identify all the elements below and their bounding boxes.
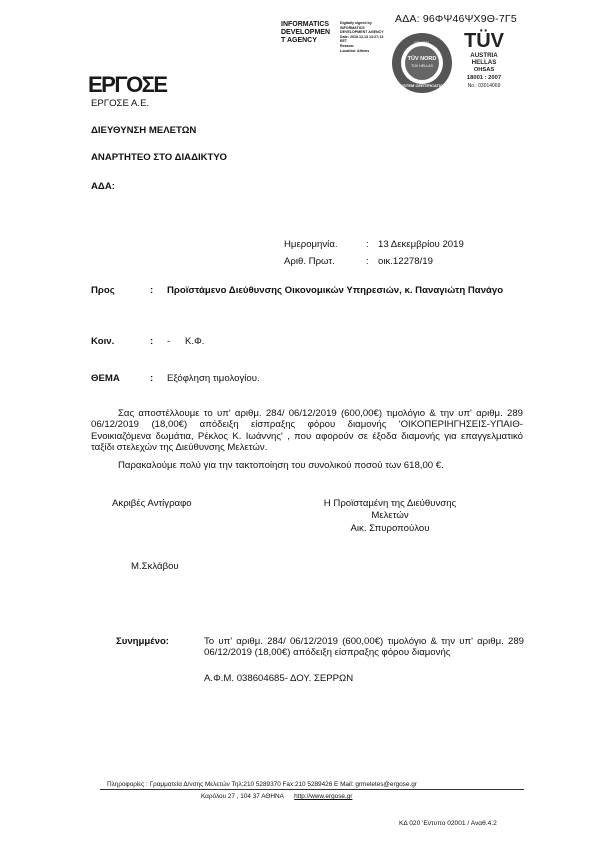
- svg-text:ΕΡΓΟΣΕ: ΕΡΓΟΣΕ: [88, 72, 167, 96]
- date-value: 13 Δεκεμβρίου 2019: [378, 239, 464, 250]
- company-name: ΕΡΓΟΣΕ Α.Ε.: [91, 98, 150, 109]
- recipient-value: Προϊστάμενο Διεύθυνσης Οικονομικών Υπηρεσιών, κ. Παναγιώτη Πανάγο: [167, 285, 504, 296]
- attachment-text: Το υπ' αριθμ. 284/ 06/12/2019 (600,00€) τιμολόγιο & την υπ' αριθμ. 289 06/12/2019 (18,00€) απόδειξη είσπραξης φόρου διαμονής: [204, 636, 524, 659]
- recipient-label: Προς: [91, 285, 115, 296]
- paragraph-2: Παρακαλούμε πολύ για την τακτοποίηση του συνολικού ποσού των 618,00 €.: [118, 460, 444, 471]
- ada-label: ΑΔΑ:: [91, 181, 115, 192]
- protocol-separator: :: [366, 256, 369, 267]
- svg-text:AUSTRIA: AUSTRIA: [470, 52, 498, 59]
- footer-website-link[interactable]: http://www.ergose.gr: [294, 793, 353, 800]
- copy-certifier: Μ.Σκλάβου: [131, 561, 179, 572]
- subject-separator: :: [150, 373, 154, 384]
- svg-text:No.: 03014069: No.: 03014069: [467, 83, 501, 89]
- cert1-iso: ISO 9001: [414, 41, 430, 45]
- date-separator: :: [366, 239, 369, 250]
- cc-separator: :: [150, 336, 154, 347]
- footer-contact: Πληροφορίες : Γραμματεία Δ/νσης Μελετών Τηλ:210 5289370 Fax:210 5289426 E Mail: grmeletes@ergose.gr: [107, 781, 417, 788]
- cert1-sub: TÜV HELLAS: [411, 64, 433, 68]
- protocol-label: Αριθ. Πρωτ.: [284, 256, 335, 267]
- recipient-separator: :: [150, 285, 154, 296]
- signer-dept: Μελετών: [371, 510, 409, 522]
- ergose-logo: [88, 72, 170, 96]
- body-paragraph: [91, 408, 523, 454]
- svg-text:HELLAS: HELLAS: [471, 59, 497, 66]
- subject-label: ΘΕΜΑ: [91, 373, 120, 384]
- signer-title: Η Προϊσταμένη της Διεύθυνσης: [323, 498, 457, 509]
- signature-block: [288, 498, 492, 535]
- cert2-brand: TÜV: [464, 30, 504, 52]
- cc-dash: -: [167, 336, 171, 347]
- cc-value: Κ.Φ.: [185, 336, 205, 347]
- footer-address-text: Καρόλου 27 , 104 37 ΑΘΗΝΑ: [201, 793, 295, 800]
- tuv-nord-certification-seal: [391, 32, 453, 94]
- signer-name: INFORMATICS DEVELOPMEN T AGENCY: [281, 21, 331, 45]
- attachment-label: Συνημμένο:: [116, 636, 169, 647]
- svg-text:18001 : 2007: 18001 : 2007: [466, 75, 502, 81]
- svg-text:OHSAS: OHSAS: [473, 67, 495, 73]
- ada-stamp: ΑΔΑ: 96ΦΨ46ΨΧ9Θ-7Γ5: [395, 13, 517, 25]
- form-code: ΚΔ 020 'Εντυπο 02001 / Αναθ.4.2: [399, 820, 497, 827]
- cc-label: Κοιν.: [91, 336, 115, 347]
- date-label: Ημερομηνία.: [284, 239, 338, 250]
- tuv-austria-hellas-seal: [456, 28, 512, 92]
- footer-divider: [100, 789, 524, 790]
- footer-address: [201, 793, 352, 800]
- cert1-caption: SYSTEM CERTIFICATION: [397, 83, 447, 88]
- publication-notice: ΑΝΑΡΤΗΤΕΟ ΣΤΟ ΔΙΑΔΙΚΤΥΟ: [91, 152, 227, 163]
- paragraph-1: Σας αποστέλλουμε το υπ' αριθμ. 284/ 06/12/2019 (600,00€) τιμολόγιο & την υπ' αριθμ. 289 06/12/2019 (18,00€) απόδειξη είσπραξης φόρου διαμονής 'ΟΙΚΟΠΕΡΙΗΓΗΣΕΙΣ-ΥΠΑΙΘ-Ενοικιαζόμενα δωμάτια, Ρέκλος Κ. Ιωάννης' , που αφορούν σε έξοδα διαμονής για επαγγελματικό ταξίδι στελεχών της Διεύθυνσης Μελετών.: [91, 408, 523, 454]
- subject-value: Εξόφληση τιμολογίου.: [167, 373, 260, 384]
- signer-person: Αικ. Σπυροπούλου: [350, 522, 430, 534]
- true-copy-label: Ακριβές Αντίγραφο: [112, 498, 192, 509]
- protocol-value: οικ.12278/19: [378, 256, 433, 267]
- department-heading: ΔΙΕΥΘΥΝΣΗ ΜΕΛΕΤΩΝ: [91, 125, 197, 136]
- tax-id: Α.Φ.Μ. 038604685- ΔΟΥ. ΣΕΡΡΩΝ: [204, 673, 354, 684]
- cert1-brand: TÜV NORD: [407, 56, 437, 62]
- signature-details: Digitally signed by INFORMATICS DEVELOPMENT AGENCY Date: 2019.12.13 13:27:13 EET Reason: Location: Athens: [340, 21, 384, 53]
